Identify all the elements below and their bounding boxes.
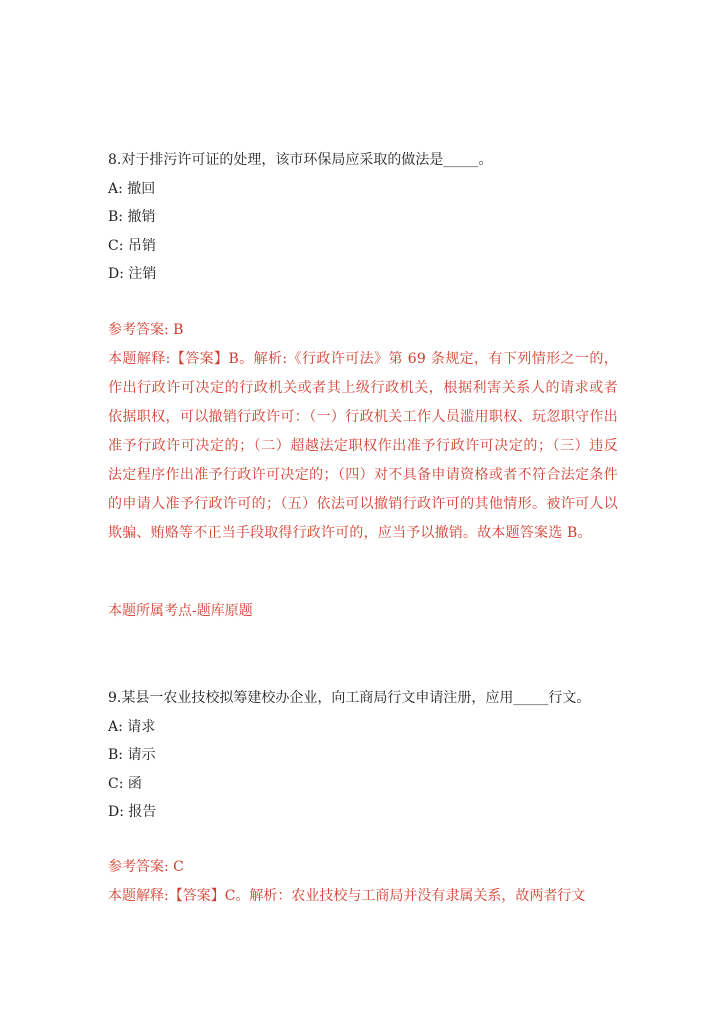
question-9 — [108, 684, 618, 827]
question-stem: 9.某县一农业技校拟筹建校办企业，向工商局行文申请注册，应用_____行文。 — [108, 690, 591, 706]
answer-explanation: 本题解释:【答案】C。解析：农业技校与工商局并没有隶属关系，故两者行文 — [108, 887, 586, 904]
reference-answer: 参考答案: B — [108, 322, 184, 338]
option-d: D: 注销 — [108, 266, 157, 282]
question-8 — [108, 146, 618, 289]
answer-explanation: 本题解释:【答案】B。解析:《行政许可法》第 69 条规定，有下列情形之一的，作出行政许可决定的行政机关或者其上级行政机关，根据利害关系人的请求或者依据职权，可以撤销行政许可：（一）行政机关工作人员滥用职权、玩忽职守作出准予行政许可决定的；（二）超越法定职权作出准予行政许可决定的；（三）违反法定程序作出准予行政许可决定的；（四）对不具备申请资格或者不符合法定条件的申请人准予行政许可的；（五）依法可以撤销行政许可的其他情形。被许可人以欺骗、贿赂等不正当手段取得行政许可的，应当予以撤销。故本题答案选 B。 — [108, 350, 618, 541]
option-c: C: 函 — [108, 775, 142, 792]
option-c: C: 吊销 — [108, 237, 156, 254]
reference-answer: 参考答案: C — [108, 859, 184, 875]
answer-section-8 — [108, 316, 618, 548]
option-b: B: 请示 — [108, 747, 156, 763]
option-a: A: 请求 — [108, 718, 156, 735]
option-d: D: 报告 — [108, 804, 157, 820]
option-a: A: 撤回 — [108, 180, 156, 197]
answer-section-9 — [108, 853, 618, 910]
option-b: B: 撤销 — [108, 209, 156, 225]
question-category: 本题所属考点-题库原题 — [108, 603, 253, 619]
question-stem: 8.对于排污许可证的处理，该市环保局应采取的做法是_____。 — [108, 152, 493, 168]
